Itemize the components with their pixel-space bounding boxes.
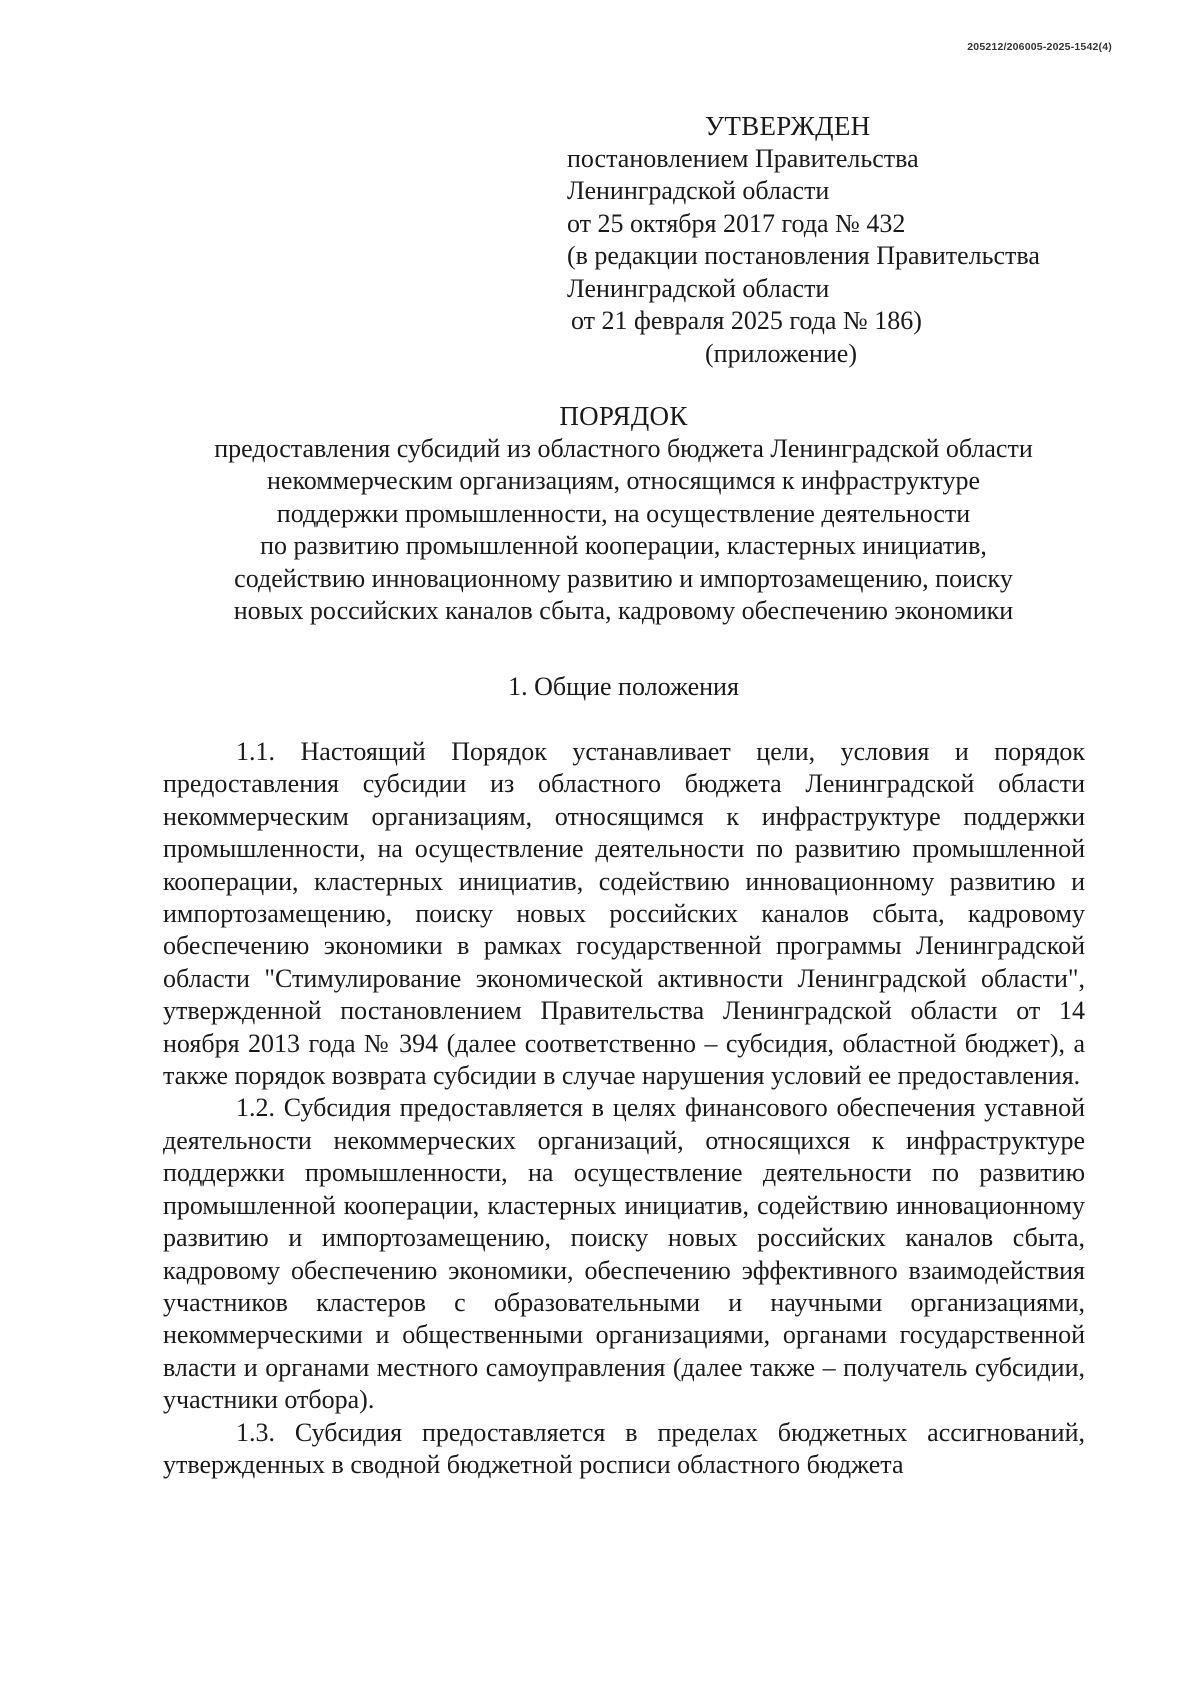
approval-line: от 21 февраля 2025 года № 186) [571,306,922,335]
approval-line: Ленинградской области [567,176,830,205]
document-registration-code: 205212/206005-2025-1542(4) [967,41,1112,53]
approval-line: постановлением Правительства [567,143,919,173]
approval-stamp-block [567,110,1127,370]
approval-heading: УТВЕРЖДЕН [705,111,871,141]
approval-line: (в редакции постановления Правительства [567,241,1040,270]
approval-line: от 25 октября 2017 года № 432 [567,208,906,238]
document-subtitle-line: некоммерческим организациям, относящимся к инфраструктуре [267,466,980,495]
section-body [163,736,1085,1481]
document-subtitle-line: содействию инновационному развитию и импортозамещению, поиску [234,563,1013,593]
paragraph-1-3: 1.3. Субсидия предоставляется в пределах бюджетных ассигнований, утвержденных в сводной бюджетной росписи областного бюджета [163,1417,1085,1479]
document-title-block [120,400,1127,628]
document-subtitle-line: новых российских каналов сбыта, кадровому обеспечению экономики [233,596,1014,625]
document-subtitle-line: предоставления субсидий из областного бюджета Ленинградской области [214,433,1033,463]
paragraph-1-2: 1.2. Субсидия предоставляется в целях финансового обеспечения уставной деятельности некоммерческих организаций, относящихся к инфраструктуре поддержки промышленности, на осуществление деятельности по развитию промышленной кооперации, кластерных инициатив, содействию инновационному развитию и импортозамещению, поиску новых российских каналов сбыта, кадровому обеспечению экономики, обеспечению эффективного взаимодействия участников кластеров с образовательными и научными организациями, некоммерческими и общественными организациями, органами государственной власти и органами местного самоуправления (далее также – получатель субсидии, участники отбора). [163,1093,1085,1415]
document-subtitle-line: поддержки промышленности, на осуществление деятельности [276,498,971,528]
document-subtitle-line: по развитию промышленной кооперации, кластерных инициатив, [260,531,987,560]
approval-appendix-note: (приложение) [705,338,858,368]
paragraph-1-1: 1.1. Настоящий Порядок устанавливает цели, условия и порядок предоставления субсидии из областного бюджета Ленинградской области некоммерческим организациям, относящимся к инфраструктуре поддержки промышленности, на осуществление деятельности по развитию промышленной кооперации, кластерных инициатив, содействию инновационному развитию и импортозамещению, поиску новых российских каналов сбыта, кадровому обеспечению экономики в рамках государственной программы Ленинградской области "Стимулирование экономической активности Ленинградской области", утвержденной постановлением Правительства Ленинградской области от 14 ноября 2013 года № 394 (далее соответственно – субсидия, областной бюджет), а также порядок возврата субсидии в случае нарушения условий ее предоставления. [163,737,1085,1091]
section-heading: 1. Общие положения [508,672,739,701]
document-title: ПОРЯДОК [559,401,688,431]
approval-line: Ленинградской области [567,273,830,303]
